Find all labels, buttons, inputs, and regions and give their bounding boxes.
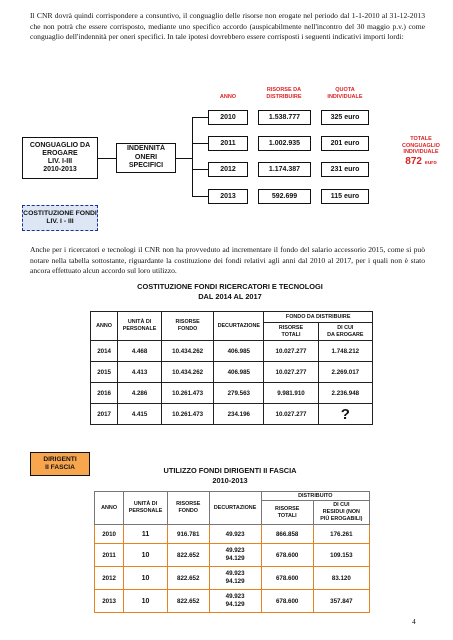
anno-2011: 2011 [208, 136, 248, 151]
col-decurtazione: DECURTAZIONE [209, 492, 261, 525]
cell: 822.652 [167, 567, 209, 590]
cell: 2013 [95, 590, 124, 613]
anno-2010: 2010 [208, 110, 248, 125]
col-totali-line2: TOTALI [281, 331, 301, 338]
col-unita-line1: UNITÀ DI [127, 319, 152, 326]
cell: 83.120 [313, 567, 369, 590]
table-row [95, 590, 370, 613]
table-header-row [91, 312, 373, 323]
table1-title-line1: COSTITUZIONE FONDI RICERCATORI E TECNOLOGI [137, 282, 323, 291]
cell: 10 [124, 544, 168, 567]
cell: 279.563 [214, 383, 264, 404]
cell: 916.781 [167, 525, 209, 544]
cell: 4.415 [118, 404, 162, 425]
cell: 822.652 [167, 590, 209, 613]
cell: 4.286 [118, 383, 162, 404]
cell: 2016 [91, 383, 118, 404]
table1 [90, 311, 373, 425]
dirigenti-box [30, 452, 90, 476]
page-number: 4 [412, 617, 416, 626]
cell: 678.600 [261, 567, 313, 590]
cell: 10.027.277 [264, 404, 318, 425]
cell: 49.923 94.129 [209, 567, 261, 590]
totale-amount: 872 [405, 155, 422, 167]
cell: 2.269.017 [318, 362, 372, 383]
col-group-fondo: FONDO DA DISTRIBUIRE [264, 312, 373, 323]
col-risorse-line2: FONDO [178, 508, 198, 514]
cell: 2017 [91, 404, 118, 425]
col-unita-line2: PERSONALE [128, 508, 163, 514]
connector-line [192, 117, 208, 118]
col-risorse-line1: RISORSE [175, 319, 200, 326]
col-risorse [167, 492, 209, 525]
cell: 234.196 [214, 404, 264, 425]
risorse-2013: 592.699 [258, 189, 311, 204]
cell: 10.027.277 [264, 362, 318, 383]
dirigenti-line2: II FASCIA [45, 464, 75, 471]
cell: 176.261 [313, 525, 369, 544]
indennita-box [116, 143, 176, 173]
col-erogare [318, 323, 372, 341]
cell: 10.434.262 [162, 362, 214, 383]
totale-line3: INDIVIDUALE [403, 149, 439, 155]
col-erogare-line1: DI CUI [337, 324, 354, 331]
cell: 357.847 [313, 590, 369, 613]
cell: 822.652 [167, 544, 209, 567]
quota-header [315, 87, 375, 100]
table2-title-line2: 2010-2013 [212, 476, 248, 485]
col-residui-line2: RESIDUI (NON [322, 509, 360, 516]
table1-title [100, 282, 360, 302]
cell: 10 [124, 567, 168, 590]
totale-line2: CONGUAGLIO [402, 142, 440, 149]
costituzione-fondi-box [22, 205, 98, 231]
table-row [95, 567, 370, 590]
quota-2011: 201 euro [321, 136, 369, 151]
cell: 10.261.473 [162, 404, 214, 425]
costituzione-line1: COSTITUZIONE FONDI [23, 210, 97, 217]
cell: 9.981.910 [264, 383, 318, 404]
risorse-2012: 1.174.387 [258, 162, 311, 177]
totale-conguaglio [393, 136, 449, 169]
dirigenti-line1: DIRIGENTI [43, 456, 77, 463]
costituzione-line2: LIV. I - III [46, 218, 74, 225]
second-paragraph: Anche per i ricercatori e tecnologi il CNR non ha provveduto ad incrementare il fondo del salario accessorio 2015, come si può notare nella tabella sottostante, riguardante la costituzione dei fondi relativi agli anni dal 2010 al 2017, per i quali non è stato ancora effettuato alcun accordo sul loro utilizzo. [30, 245, 425, 275]
connector-line [192, 143, 208, 144]
risorse-header [254, 87, 314, 100]
col-decurtazione: DECURTAZIONE [214, 312, 264, 341]
col-totali-line1: RISORSE [275, 505, 300, 512]
quota-header-line2: INDIVIDUALE [327, 93, 363, 100]
cell: 11 [124, 525, 168, 544]
table2-title-line1: UTILIZZO FONDI DIRIGENTI II FASCIA [163, 466, 297, 475]
connector-line [98, 158, 116, 159]
col-risorse [162, 312, 214, 341]
cell: 2015 [91, 362, 118, 383]
cell: 10 [124, 590, 168, 613]
cell: 49.923 94.129 [209, 590, 261, 613]
connector-line [192, 117, 193, 196]
col-unita [124, 492, 168, 525]
col-totali [264, 323, 318, 341]
quota-header-line1: QUOTA [335, 87, 355, 93]
totale-amount-row [393, 156, 449, 169]
table2 [94, 491, 370, 613]
cell: 10.027.277 [264, 341, 318, 362]
quota-2010: 325 euro [321, 110, 369, 125]
col-anno: ANNO [95, 492, 124, 525]
connector-line [176, 158, 192, 159]
cell: 10.434.262 [162, 341, 214, 362]
question-mark-cell: ? [318, 404, 372, 425]
conguaglio-box [22, 137, 98, 179]
col-unita [118, 312, 162, 341]
connector-line [192, 169, 208, 170]
table-row [95, 525, 370, 544]
intro-paragraph: Il CNR dovrà quindi corrispondere a consuntivo, il conguaglio delle risorse non erogate nel periodo dal 1-1-2010 al 31-12-2013 che non potrà che essere corrisposto, mediante uno specifico accordo (auspicabilmente nell'incontro del 30 maggio p.v.) come conguaglio dell'indennità per oneri specifici. In tale ipotesi dovrebbero essere corrisposti i seguenti indicativi importi lordi: [30, 11, 425, 41]
table-row [91, 362, 373, 383]
table-row [91, 404, 373, 425]
cell: 866.858 [261, 525, 313, 544]
cell: 2010 [95, 525, 124, 544]
anno-header: ANNO [219, 94, 237, 100]
conguaglio-line2: EROGARE [42, 150, 78, 157]
col-risorse-line2: FONDO [177, 326, 198, 332]
cell: 2014 [91, 341, 118, 362]
cell: 49.923 [209, 525, 261, 544]
col-totali [261, 501, 313, 525]
connector-line [192, 196, 208, 197]
cell: 49.923 94.129 [209, 544, 261, 567]
anno-2013: 2013 [208, 189, 248, 204]
cell: 2.236.948 [318, 383, 372, 404]
cell: 10.261.473 [162, 383, 214, 404]
cell: 109.153 [313, 544, 369, 567]
col-residui-line1: DI CUI [333, 502, 350, 509]
anno-2012: 2012 [208, 162, 248, 177]
table-row [91, 341, 373, 362]
col-totali-line1: RISORSE [278, 324, 304, 331]
risorse-2010: 1.538.777 [258, 110, 311, 125]
col-group-distribuito: DISTRIBUITO [261, 492, 369, 501]
col-residui [313, 501, 369, 525]
table-row [95, 544, 370, 567]
col-residui-line3: PIÙ EROGABILI) [320, 515, 363, 522]
cell: 678.600 [261, 590, 313, 613]
cell: 406.985 [214, 341, 264, 362]
cell: 2012 [95, 567, 124, 590]
table-row [91, 383, 373, 404]
quota-2012: 231 euro [321, 162, 369, 177]
table-header-row [95, 492, 370, 501]
col-unita-line1: UNITÀ DI [133, 501, 158, 508]
indennita-line2: ONERI SPECIFICI [128, 153, 164, 170]
cell: 406.985 [214, 362, 264, 383]
totale-line1: TOTALE [410, 136, 432, 142]
totale-unit: euro [424, 159, 437, 166]
cell: 4.413 [118, 362, 162, 383]
col-risorse-line1: RISORSE [176, 501, 201, 508]
cell: 4.468 [118, 341, 162, 362]
col-erogare-line2: DA EROGARE [327, 331, 364, 338]
conguaglio-line1: CONGUAGLIO DA [29, 142, 91, 149]
cell: 1.748.212 [318, 341, 372, 362]
col-totali-line2: TOTALI [277, 512, 297, 519]
table1-title-line2: DAL 2014 AL 2017 [198, 292, 262, 301]
quota-2013: 115 euro [321, 189, 369, 204]
cell: 2011 [95, 544, 124, 567]
conguaglio-line3: LIV. I-III [47, 158, 73, 165]
cell: 678.600 [261, 544, 313, 567]
col-anno: ANNO [91, 312, 118, 341]
table2-title [120, 466, 340, 486]
risorse-header-line1: RISORSE DA [266, 87, 302, 93]
col-unita-line2: PERSONALE [122, 326, 157, 332]
conguaglio-line4: 2010-2013 [43, 166, 77, 173]
indennita-line1: INDENNITÀ [126, 145, 166, 153]
risorse-header-line2: DISTRIBUIRE [266, 93, 302, 100]
risorse-2011: 1.002.935 [258, 136, 311, 151]
